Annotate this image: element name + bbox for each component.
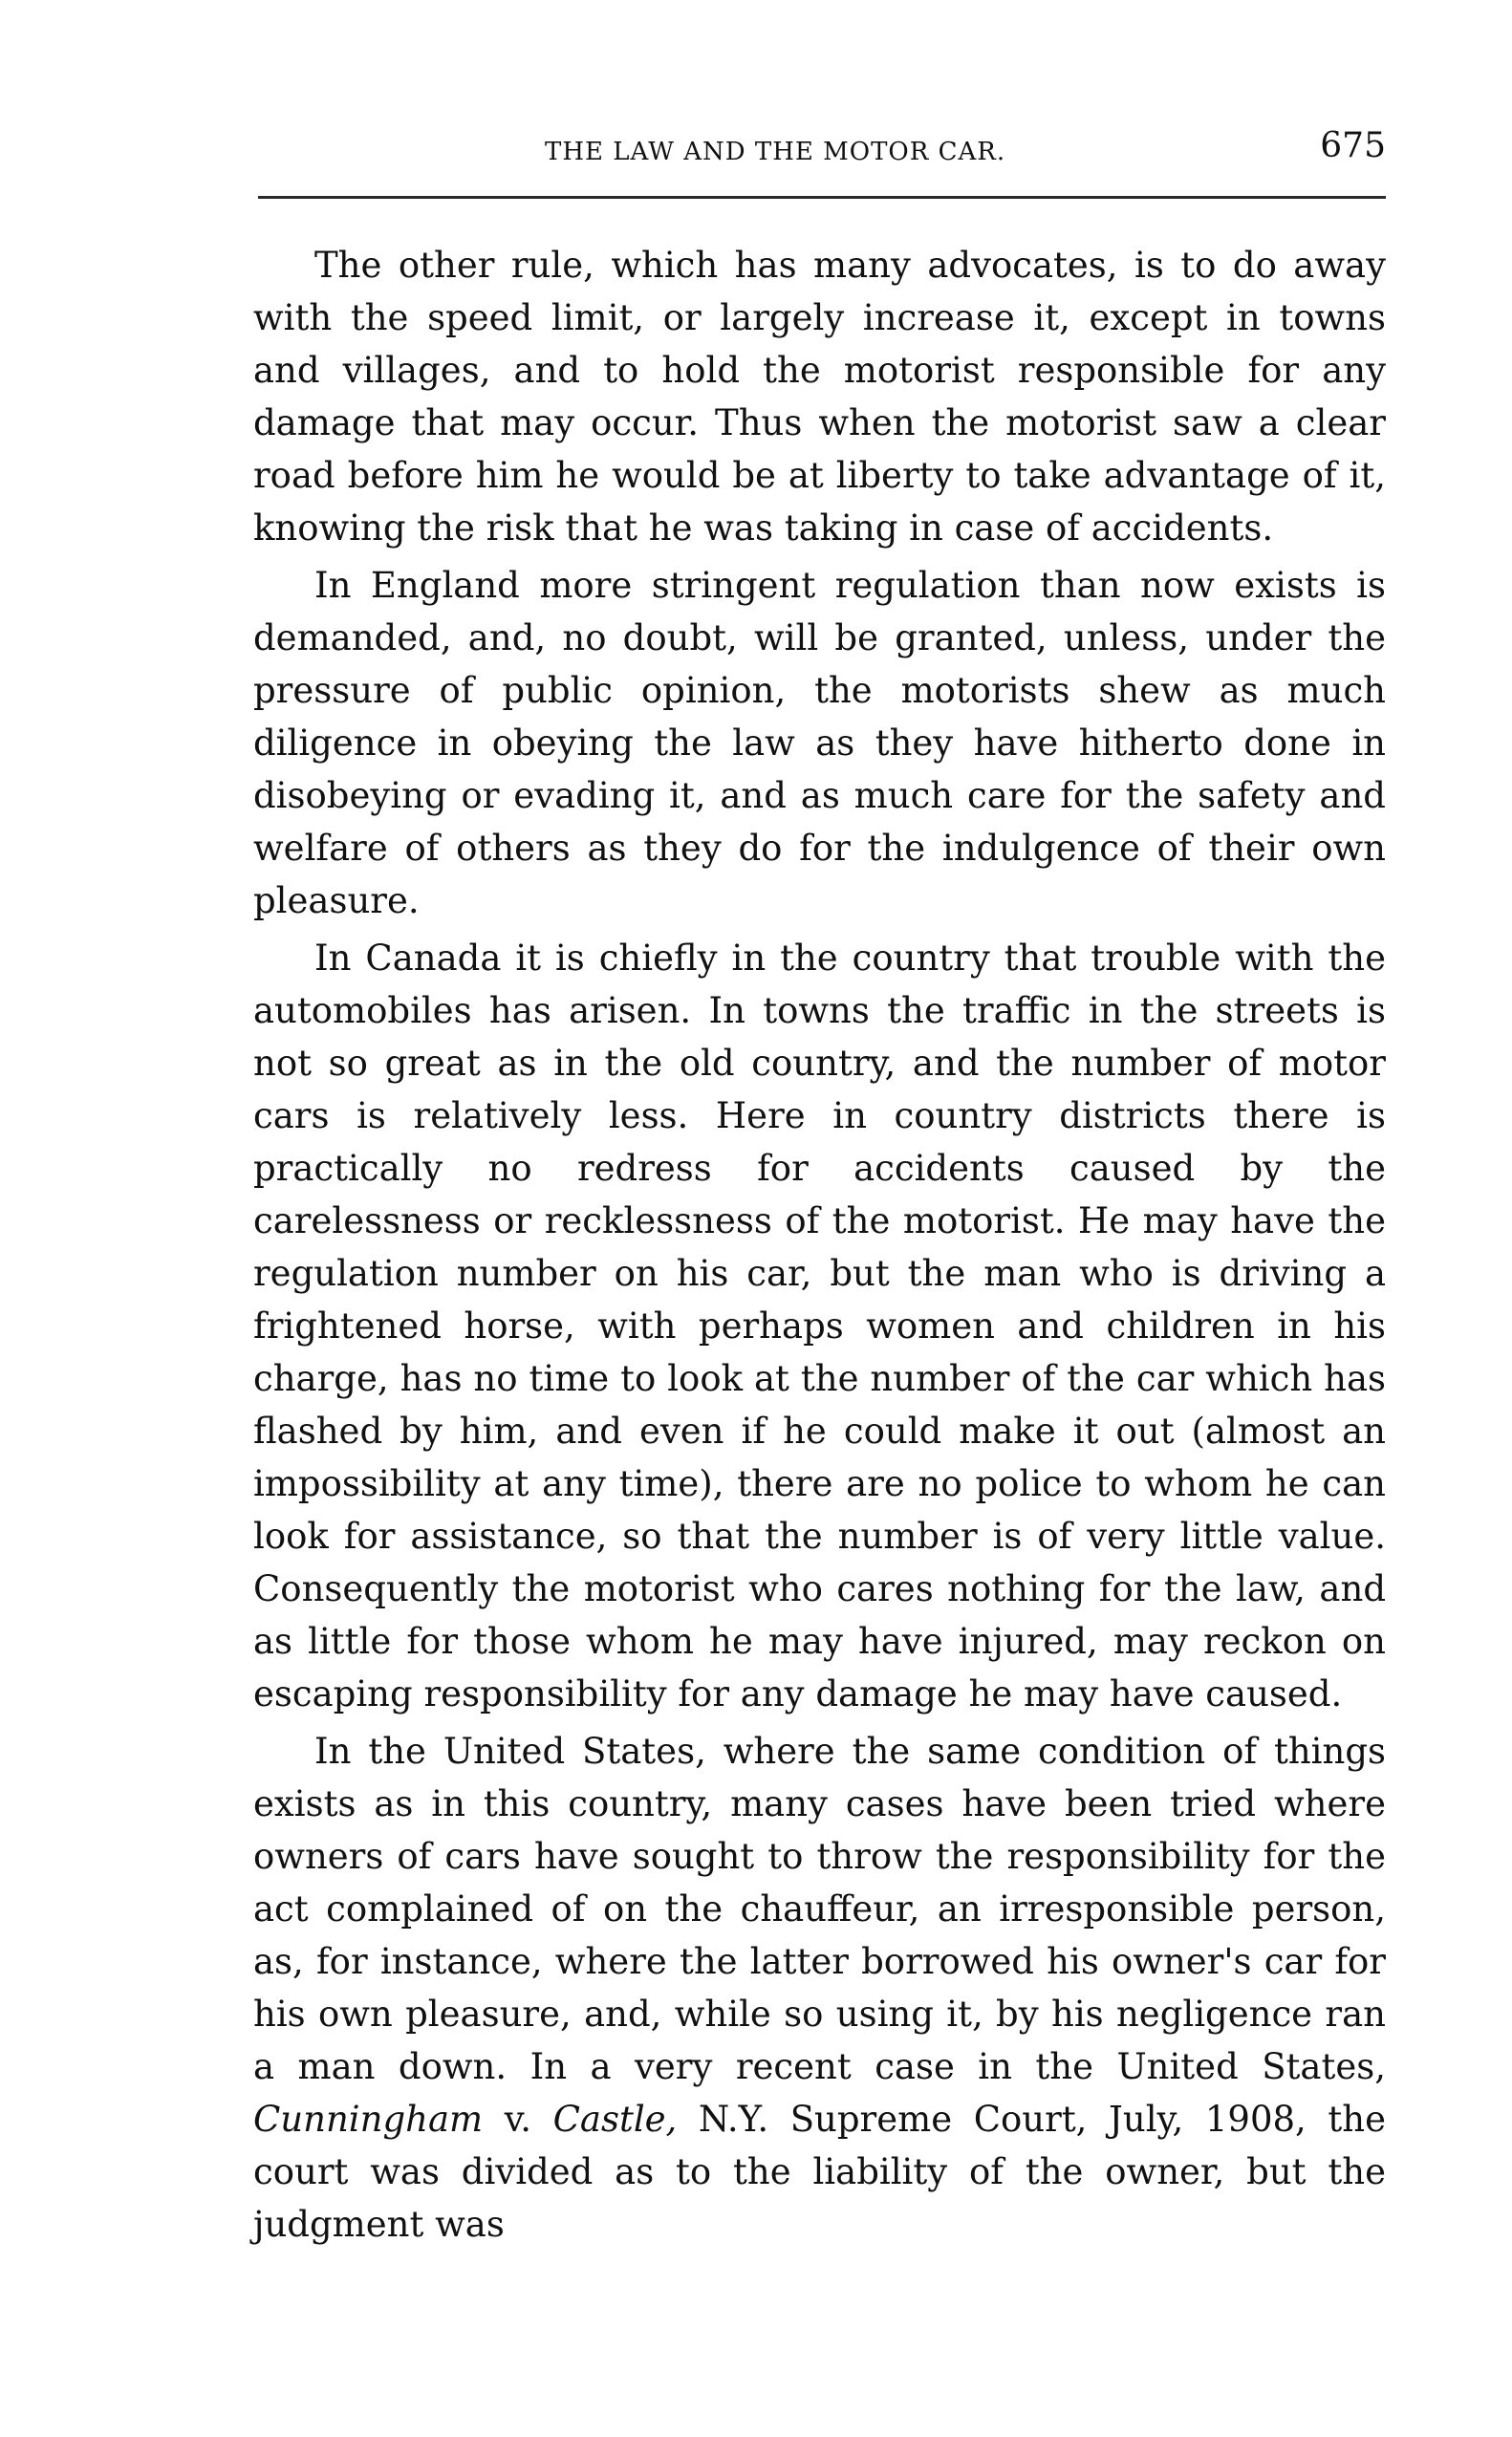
paragraph-united-states	[253, 1725, 1386, 2251]
us-text-after: N.Y. Supreme Court, July, 1908, the court was divided as to the liability of the owner, but the judgment was	[253, 2099, 1386, 2245]
paragraph-speed-limit: The other rule, which has many advocates, is to do away with the speed limit, or largely increase it, except in towns and villages, and to hold the motorist responsible for any damage that may occur. Thus when the motorist saw a clear road before him he would be at liberty to take advantage of it, knowing the risk that he was taking in case of accidents.	[253, 245, 1386, 549]
us-text-before: In the United States, where the same condition of things exists as in this country, many cases have been tried where owners of cars have sought to throw the responsibility for the act complained of on the chauffeur, an irresponsible person, as, for instance, where the latter borrowed his owner's car for his own pleasure, and, while so using it, by his negligence ran a man down. In a very recent case in the United States,	[253, 1731, 1386, 2087]
running-head: THE LAW AND THE MOTOR CAR.	[545, 138, 1006, 166]
case-name-castle: Castle,	[552, 2099, 678, 2140]
page-header	[258, 117, 1386, 183]
paragraph-canada: In Canada it is chiefly in the country that trouble with the automobiles has arisen. In towns the traffic in the streets is not so great as in the old country, and the number of motor cars is relatively less. Here in country districts there is practically no redress for accidents caused by the carelessness or recklessness of the motorist. He may have the regulation number on his car, but the man who is driving a frightened horse, with perhaps women and children in his charge, has no time to look at the number of the car which has flashed by him, and even if he could make it out (almost an impossibility at any time), there are no police to whom he can look for assistance, so that the number is of very little value. Consequently the motorist who cares nothing for the law, and as little for those whom he may have injured, may reckon on escaping responsibility for any damage he may have caused.	[253, 938, 1386, 1715]
case-name-cunningham: Cunningham	[253, 2099, 484, 2140]
paragraph-england: In England more stringent regulation than now exists is demanded, and, no doubt, will be granted, unless, under the pressure of public opinion, the motorists shew as much diligence in obeying the law as they have hitherto done in disobeying or evading it, and as much care for the safety and welfare of others as they do for the indulgence of their own pleasure.	[253, 565, 1386, 921]
page-number: 675	[1320, 126, 1386, 165]
body-text	[253, 239, 1386, 2255]
us-text-between: v.	[483, 2099, 553, 2140]
header-rule	[258, 196, 1386, 199]
